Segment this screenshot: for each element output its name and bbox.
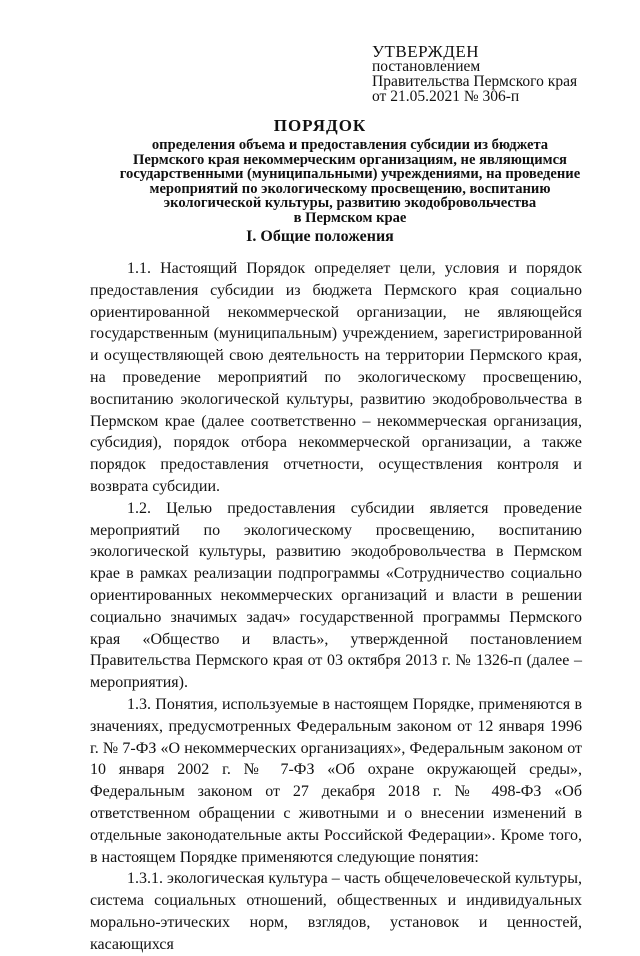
subtitle-line-1: определения объема и предоставления субсидии из бюджета: [151, 137, 549, 153]
approval-line-4: от 21.05.2021 № 306-п: [372, 88, 520, 105]
approval-stamp: [372, 44, 577, 104]
section-heading: I. Общие положения: [246, 228, 394, 245]
subtitle-line-5: экологической культуры, развитию экодобровольчества: [163, 195, 537, 212]
approval-line-2: постановлением: [372, 58, 481, 75]
paragraph-1-1: 1.1. Настоящий Порядок определяет цели, условия и порядок предоставления субсидии из бюджета Пермского края социально ориентированной некоммерческой организации, не являющейся государственным (муниципальным) учреждением, зарегистрированной и осуществляющей свою деятельность на территории Пермского края, на проведение мероприятий по экологическому просвещению, воспитанию экологической культуры, развитию экодобровольчества в Пермском крае (далее соответственно – некоммерческая организация, субсидия), порядок отбора некоммерческой организации, а также порядок предоставления отчетности, осуществления контроля и возврата субсидии.: [90, 260, 582, 495]
document-subtitle: [60, 138, 640, 226]
paragraph-1-2: 1.2. Целью предоставления субсидии является проведение мероприятий по экологическому просвещению, воспитанию экологической культуры, развитию экодобровольчества в Пермском крае в рамках реализации подпрограммы «Сотрудничество социально ориентированных некоммерческих организаций и власти в решении социально значимых задач» государственной программы Пермского края «Общество и власть», утвержденной постановлением Правительства Пермского края от 03 октября 2013 г. № 1326-п (далее – мероприятия).: [90, 499, 582, 692]
approval-line-3: Правительства Пермского края: [372, 73, 578, 90]
subtitle-line-6: в Пермском крае: [293, 209, 407, 226]
document-title: ПОРЯДОК: [273, 116, 367, 135]
document-body: [90, 258, 582, 956]
approval-line-1: УТВЕРЖДЕН: [372, 42, 479, 61]
subtitle-line-2: Пермского края некоммерческим организациям, не являющимся: [133, 151, 567, 168]
paragraph-1-3-1: 1.3.1. экологическая культура – часть общечеловеческой культуры, система социальных отношений, общественных и индивидуальных морально-этических норм, взглядов, установок и ценностей, касающихся: [90, 870, 582, 953]
paragraph-1-3: 1.3. Понятия, используемые в настоящем Порядке, применяются в значениях, предусмотренных Федеральным законом от 12 января 1996 г. № 7-ФЗ «О некоммерческих организациях», Федеральным законом от 10 января 2002 г. № 7-ФЗ «Об охране окружающей среды», Федеральным законом от 27 декабря 2018 г. № 498-ФЗ «Об ответственном обращении с животными и о внесении изменений в отдельные законодательные акты Российской Федерации». Кроме того, в настоящем Порядке применяются следующие понятия:: [90, 695, 582, 866]
subtitle-line-3: государственными (муниципальными) учреждениями, на проведение: [119, 166, 581, 183]
subtitle-line-4: мероприятий по экологическому просвещению, воспитанию: [149, 180, 551, 197]
